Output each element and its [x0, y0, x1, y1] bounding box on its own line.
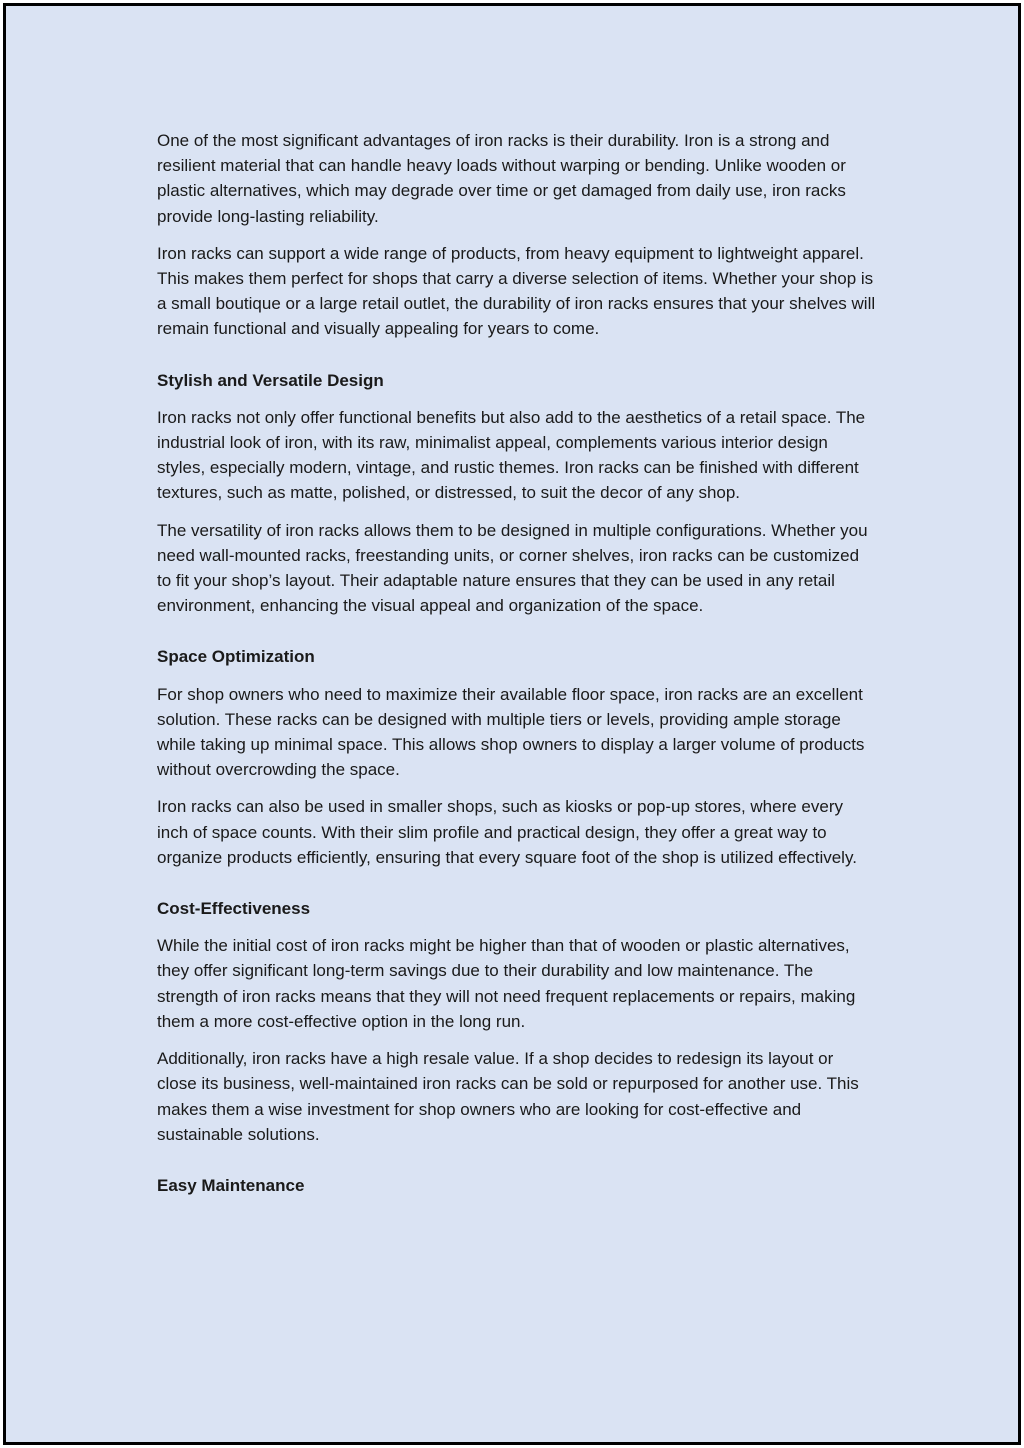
section-heading-design: Stylish and Versatile Design: [157, 370, 384, 390]
design-paragraph-2: The versatility of iron racks allows them to be designed in multiple configurations. Whether you need wall-mounted racks, freestanding units, or corner shelves, iron racks can be customized to fit your shop’s layout. Their adaptable nature ensures that they can be used in any retail environment, enhancing the visual appeal and organization of the space.: [157, 520, 868, 616]
cost-paragraph-1: While the initial cost of iron racks might be higher than that of wooden or plastic alternatives, they offer significant long-term savings due to their durability and low maintenance. The strength of iron racks means that they will not need frequent replacements or repairs, making them a more cost-effective option in the long run.: [157, 936, 856, 1031]
intro-paragraph-1: One of the most significant advantages of iron racks is their durability. Iron is a strong and resilient material that can handle heavy loads without warping or bending. Unlike wooden or plastic alternatives, which may degrade over time or get damaged from daily use, iron racks provide long-lasting reliability.: [157, 131, 846, 226]
design-paragraph-1: Iron racks not only offer functional benefits but also add to the aesthetics of a retail space. The industrial look of iron, with its raw, minimalist appeal, complements various interior design styles, especially modern, vintage, and rustic themes. Iron racks can be finished with different textures, such as matte, polished, or distressed, to suit the decor of any shop.: [157, 407, 866, 503]
section-heading-space: Space Optimization: [157, 647, 315, 667]
cost-paragraph-2: Additionally, iron racks have a high resale value. If a shop decides to redesign its layout or close its business, well-maintained iron racks can be sold or repurposed for another use. This makes them a wise investment for shop owners who are looking for cost-effective and sustainable solutions.: [157, 1049, 859, 1144]
document-page: [3, 3, 1021, 1445]
document-body: [157, 128, 877, 1210]
space-paragraph-2: Iron racks can also be used in smaller shops, such as kiosks or pop-up stores, where every inch of space counts. With their slim profile and practical design, they offer a great way to organize products efficiently, ensuring that every square foot of the shop is utilized effectively.: [157, 797, 857, 867]
intro-paragraph-2: Iron racks can support a wide range of products, from heavy equipment to lightweight apparel. This makes them perfect for shops that carry a diverse selection of items. Whether your shop is a small boutique or a large retail outlet, the durability of iron racks ensures that your shelves will remain functional and visually appealing for years to come.: [157, 243, 876, 339]
space-paragraph-1: For shop owners who need to maximize their available floor space, iron racks are an excellent solution. These racks can be designed with multiple tiers or levels, providing ample storage while taking up minimal space. This allows shop owners to display a larger volume of products without overcrowding the space.: [157, 684, 865, 780]
section-heading-maintenance: Easy Maintenance: [157, 1175, 305, 1195]
section-heading-cost: Cost-Effectiveness: [157, 899, 311, 919]
